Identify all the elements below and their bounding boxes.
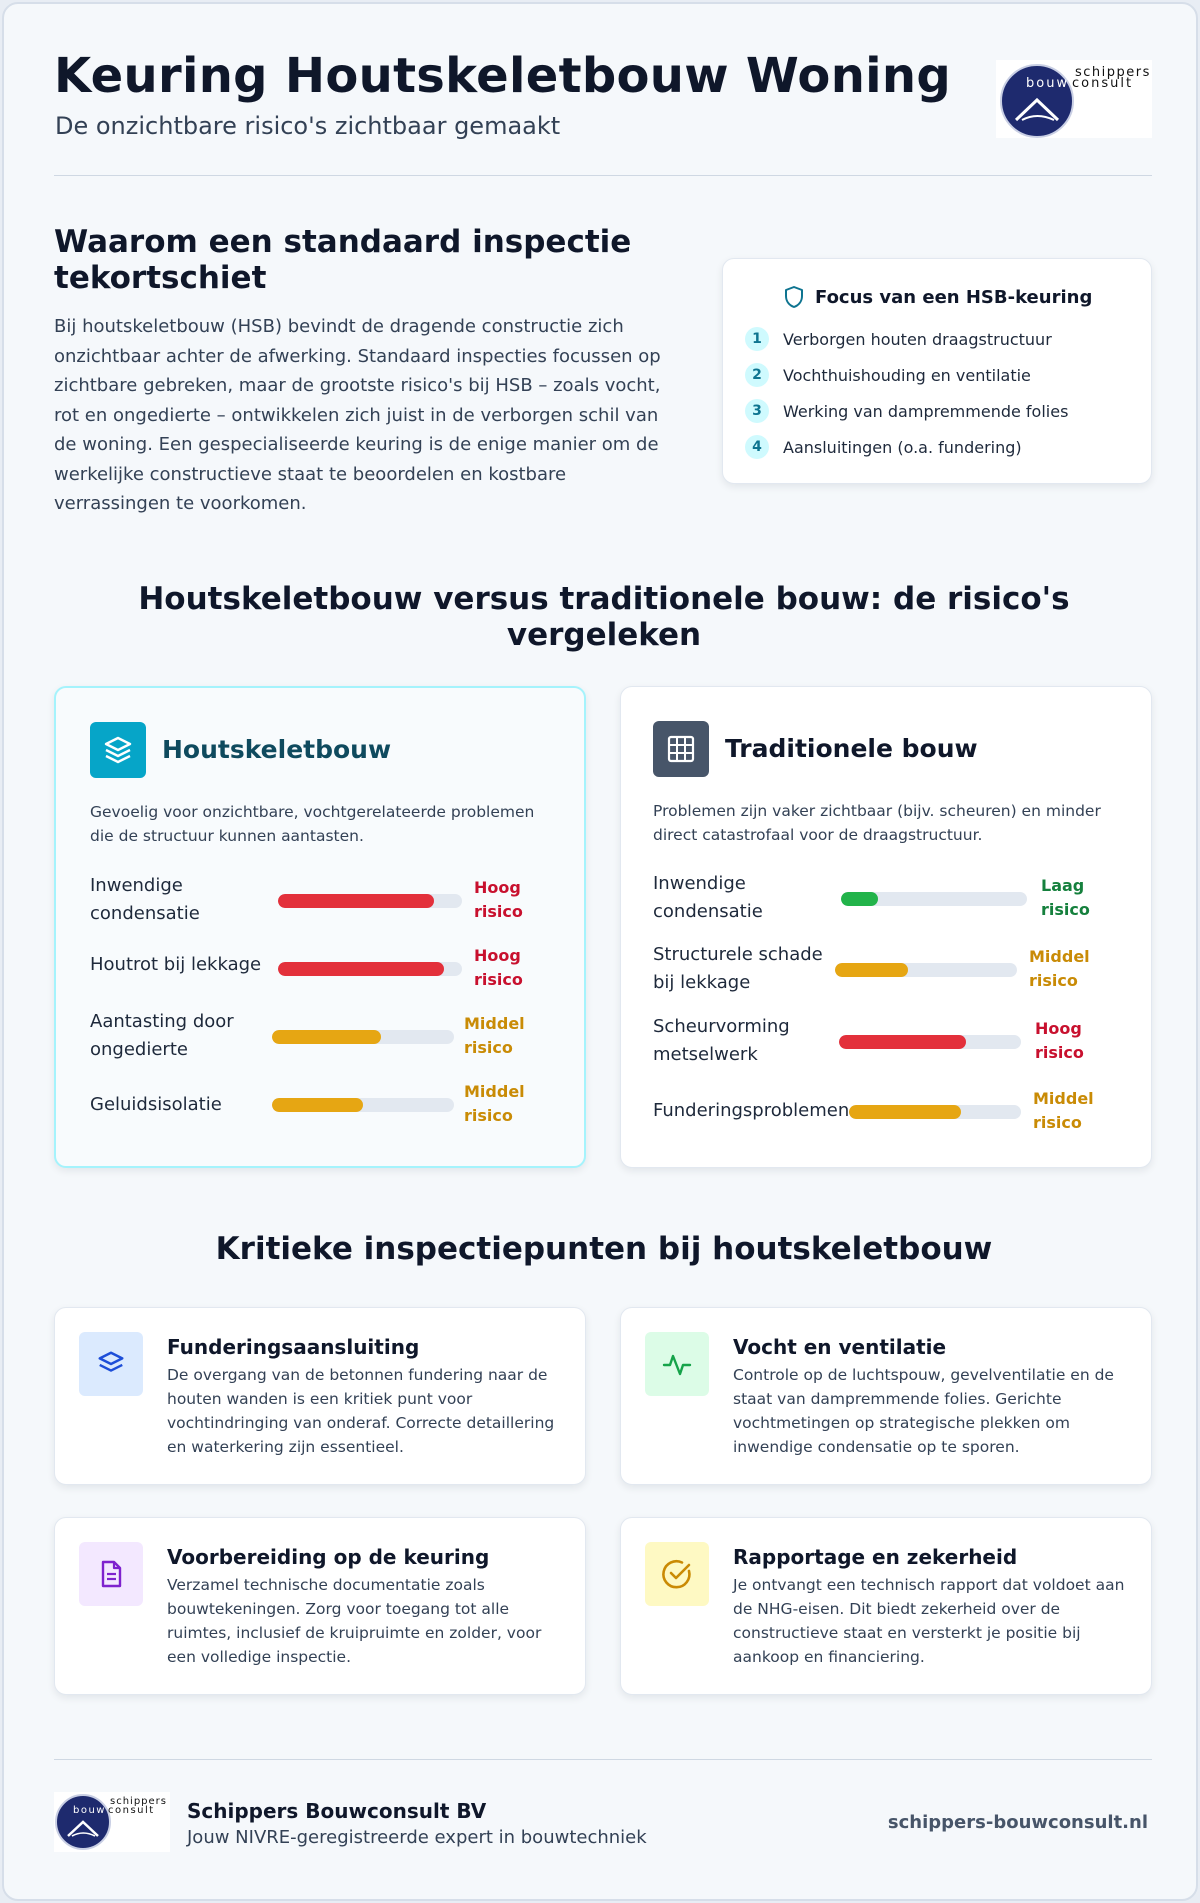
risk-bar [278, 894, 462, 908]
risk-bar-fill [839, 1035, 966, 1049]
infographic-page [2, 2, 1198, 1901]
risk-tag: Middel risico [464, 1014, 525, 1057]
risk-label: Funderingsproblemen [653, 1100, 850, 1121]
risk-tag: Middel risico [464, 1082, 525, 1125]
inspection-text: Je ontvangt een technisch rapport dat voldoet aan de NHG-eisen. Dit biedt zekerheid over de constructieve staat en versterkt je positie bij aankoop en financiering. [733, 1576, 1125, 1666]
risk-label: Structurele schade bij lekkage [653, 944, 823, 993]
inspection-card [620, 1307, 1152, 1485]
pulse-icon [645, 1332, 709, 1396]
risk-label: Aantasting door ongedierte [90, 1011, 234, 1060]
risk-bar-fill [849, 1105, 961, 1119]
inspection-text: De overgang van de betonnen fundering naar de houten wanden is een kritiek punt voor vochtindringing van onderaf. Correcte detaillering en waterkering zijn essentieel. [167, 1366, 555, 1456]
risk-label: Scheurvorming metselwerk [653, 1016, 790, 1065]
inspection-title: Vocht en ventilatie [733, 1335, 947, 1359]
comparison-heading: Houtskeletbouw versus traditionele bouw: de risico's vergeleken [138, 581, 1070, 653]
risk-label: Geluidsisolatie [90, 1094, 222, 1115]
focus-card-header [783, 285, 1092, 309]
focus-item-number: 3 [745, 399, 769, 423]
risk-label: Houtrot bij lekkage [90, 954, 262, 975]
risk-tag: Laag risico [1041, 876, 1090, 919]
footer-logo-text-consult: consult [108, 1805, 155, 1816]
footer-divider [54, 1759, 1152, 1760]
logo-text-bouw: bouw [1026, 76, 1070, 91]
focus-item-number: 1 [745, 327, 769, 351]
risk-label: Inwendige condensatie [653, 873, 763, 922]
focus-item-text: Werking van dampremmende folies [783, 401, 1069, 421]
traditional-description: Problemen zijn vaker zichtbaar (bijv. scheuren) en minder direct catastrofaal voor de draagstructuur. [653, 802, 1101, 844]
inspection-title: Rapportage en zekerheid [733, 1545, 1018, 1569]
hsb-description: Gevoelig voor onzichtbare, vochtgerelateerde problemen die de structuur kunnen aantasten. [90, 803, 535, 845]
focus-title: Focus van een HSB-keuring [815, 286, 1093, 308]
intro-paragraph: Bij houtskeletbouw (HSB) bevindt de dragende constructie zich onzichtbaar achter de afwerking. Standaard inspecties focussen op zichtbare gebreken, maar de grootste risico's bij HSB – zoals vocht, rot en ongedierte – ontwikkelen zich juist in de verborgen schil van de woning. Een gespecialiseerde keuring is de enige manier om de werkelijke constructieve staat te beoordelen en kostbare verrassingen te voorkomen. [54, 316, 661, 514]
risk-bar [272, 1030, 454, 1044]
inspection-card [54, 1307, 586, 1485]
inspection-title: Voorbereiding op de keuring [167, 1545, 490, 1569]
traditional-card [620, 686, 1152, 1168]
risk-bar [835, 963, 1017, 977]
focus-item [745, 435, 1022, 459]
risk-tag: Hoog risico [474, 878, 523, 921]
focus-item [745, 399, 1068, 423]
inspection-title: Funderingsaansluiting [167, 1335, 420, 1359]
risk-bar [839, 1035, 1021, 1049]
risk-bar-fill [278, 894, 434, 908]
hsb-card [54, 686, 586, 1168]
risk-tag: Hoog risico [474, 946, 523, 989]
page-title: Keuring Houtskeletbouw Woning [54, 48, 952, 104]
header-divider [54, 175, 1152, 176]
intro-heading: Waarom een standaard inspectie tekortschiet [54, 224, 632, 296]
inspection-heading: Kritieke inspectiepunten bij houtskeletbouw [215, 1231, 993, 1267]
inspection-text: Controle op de luchtspouw, gevelventilatie en de staat van dampremmende folies. Gerichte vochtmetingen op strategische plekken om inwendige condensatie op te sporen. [733, 1366, 1114, 1456]
footer-url-link[interactable]: schippers-bouwconsult.nl [887, 1812, 1148, 1833]
grid-icon [653, 721, 709, 777]
traditional-title: Traditionele bouw [725, 734, 978, 763]
risk-bar-fill [841, 892, 878, 906]
risk-bar-fill [835, 963, 908, 977]
inspection-text: Verzamel technische documentatie zoals bouwtekeningen. Zorg voor toegang tot alle ruimtes, inclusief de kruipruimte en zolder, voor een volledige inspectie. [167, 1576, 542, 1666]
page-subtitle: De onzichtbare risico's zichtbaar gemaakt [55, 112, 561, 140]
document-icon [79, 1542, 143, 1606]
inspection-card [54, 1517, 586, 1695]
focus-item-number: 2 [745, 363, 769, 387]
inspection-card [620, 1517, 1152, 1695]
company-logo [996, 60, 1152, 138]
hsb-title: Houtskeletbouw [162, 735, 392, 764]
focus-item [745, 363, 1031, 387]
risk-tag: Middel risico [1029, 947, 1090, 990]
risk-bar-fill [272, 1030, 381, 1044]
risk-bar [841, 892, 1027, 906]
focus-item-number: 4 [745, 435, 769, 459]
risk-bar [849, 1105, 1021, 1119]
risk-bar [272, 1098, 454, 1112]
footer-logo-text-bouw: bouw [73, 1805, 106, 1816]
layers-icon [90, 722, 146, 778]
logo-text-schippers: schippers [1075, 65, 1151, 80]
footer-company: Schippers Bouwconsult BV [187, 1799, 487, 1823]
focus-item-text: Aansluitingen (o.a. fundering) [783, 437, 1022, 457]
focus-item-text: Verborgen houten draagstructuur [783, 329, 1052, 349]
logo-text-consult: consult [1072, 76, 1134, 91]
risk-label: Inwendige condensatie [90, 875, 200, 924]
risk-bar-fill [272, 1098, 363, 1112]
shield-icon [783, 285, 805, 309]
footer-logo [54, 1792, 170, 1852]
risk-bar [278, 962, 462, 976]
risk-tag: Hoog risico [1035, 1019, 1084, 1062]
footer-logo-text-schippers: schippers [110, 1796, 167, 1807]
risk-bar-fill [278, 962, 444, 976]
focus-item [745, 327, 1052, 351]
check-circle-icon [645, 1542, 709, 1606]
footer-tagline: Jouw NIVRE-geregistreerde expert in bouwtechniek [187, 1827, 647, 1848]
focus-item-text: Vochthuishouding en ventilatie [783, 365, 1031, 385]
focus-card [722, 258, 1152, 484]
layers-icon [79, 1332, 143, 1396]
risk-tag: Middel risico [1033, 1089, 1094, 1132]
